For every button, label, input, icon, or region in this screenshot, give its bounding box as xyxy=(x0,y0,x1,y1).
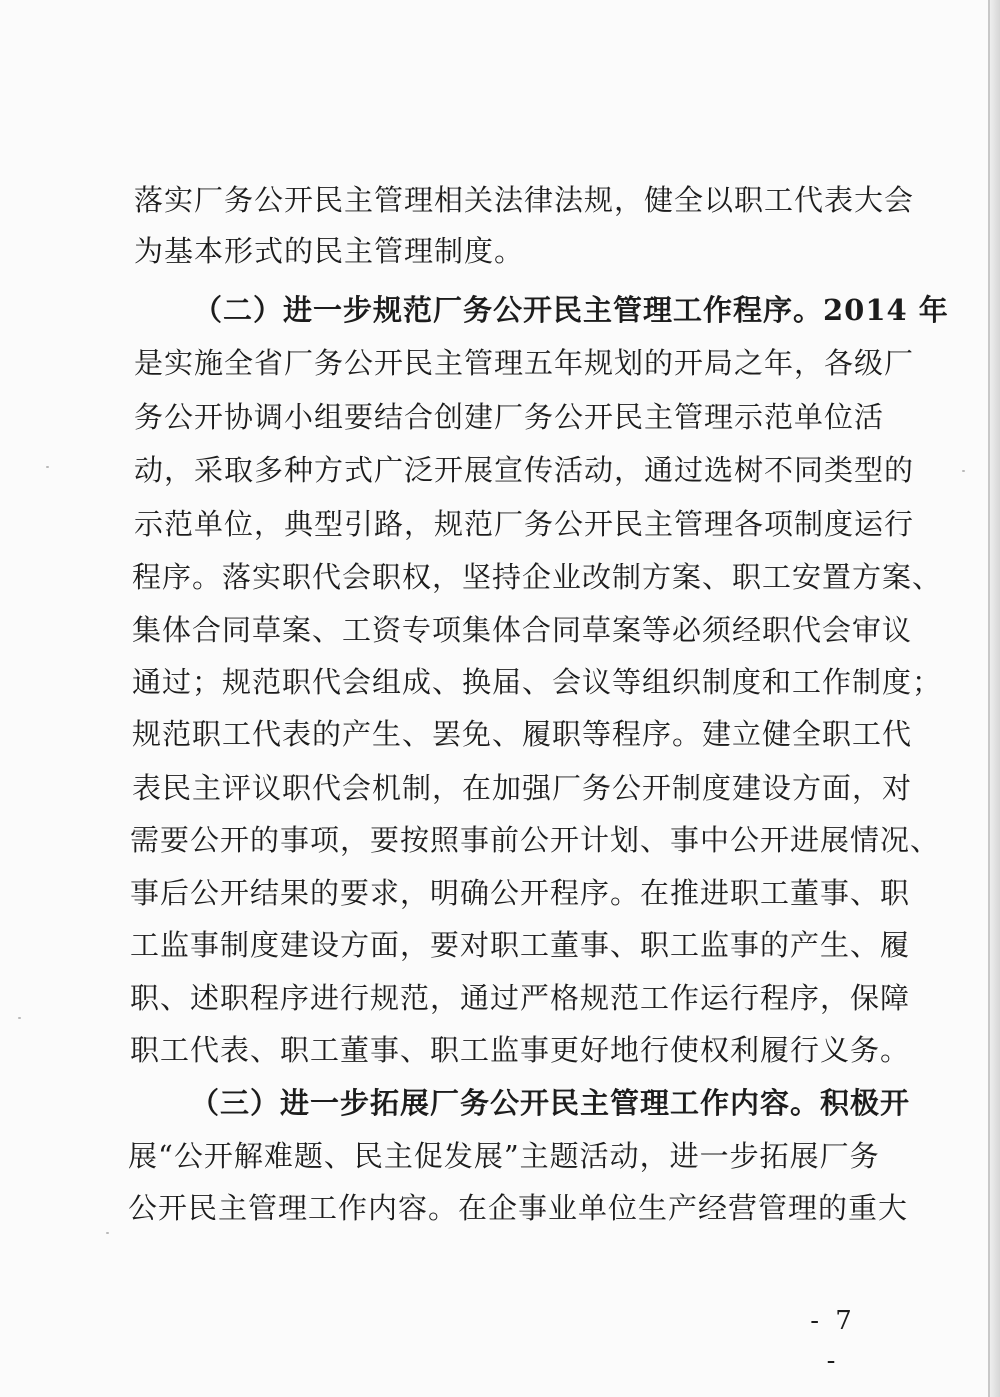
section-heading-line: （三）进一步拓展厂务公开民主管理工作内容。积极开 xyxy=(190,1086,911,1120)
text-line: 落实厂务公开民主管理相关法律法规，健全以职工代表大会 xyxy=(134,183,915,217)
page-number: - 7 - xyxy=(810,1306,856,1376)
text-line: 事后公开结果的要求，明确公开程序。在推进职工董事、职 xyxy=(130,876,911,910)
text-line: 动，采取多种方式广泛开展宣传活动，通过选树不同类型的 xyxy=(134,453,915,487)
text-line: 规范职工代表的产生、罢免、履职等程序。建立健全职工代 xyxy=(132,717,913,751)
text-line: 通过；规范职代会组成、换届、会议等组织制度和工作制度； xyxy=(132,665,943,699)
text-line: 是实施全省厂务公开民主管理五年规划的开局之年，各级厂 xyxy=(134,346,915,380)
text-line: 务公开协调小组要结合创建厂务公开民主管理示范单位活 xyxy=(134,400,885,434)
text-line: 职工代表、职工董事、职工监事更好地行使权利履行义务。 xyxy=(130,1033,911,1067)
text-line: 职、述职程序进行规范，通过严格规范工作运行程序，保障 xyxy=(130,981,911,1015)
text-line: 公开民主管理工作内容。在企事业单位生产经营管理的重大 xyxy=(128,1191,909,1225)
text-line: 工监事制度建设方面，要对职工董事、职工监事的产生、履 xyxy=(130,928,911,962)
text-line: 集体合同草案、工资专项集体合同草案等必须经职代会审议 xyxy=(132,613,913,647)
text-line: 表民主评议职代会机制，在加强厂务公开制度建设方面，对 xyxy=(132,771,913,805)
text-line: 需要公开的事项，要按照事前公开计划、事中公开进展情况、 xyxy=(130,823,941,857)
text-line: 程序。落实职代会职权，坚持企业改制方案、职工安置方案、 xyxy=(132,560,943,594)
text-line: 为基本形式的民主管理制度。 xyxy=(134,234,525,268)
section-heading-line: （二）进一步规范厂务公开民主管理工作程序。2014 年 xyxy=(193,293,949,327)
text-line: 示范单位，典型引路，规范厂务公开民主管理各项制度运行 xyxy=(134,507,915,541)
text-line: 展“公开解难题、民主促发展”主题活动，进一步拓展厂务 xyxy=(128,1139,880,1173)
